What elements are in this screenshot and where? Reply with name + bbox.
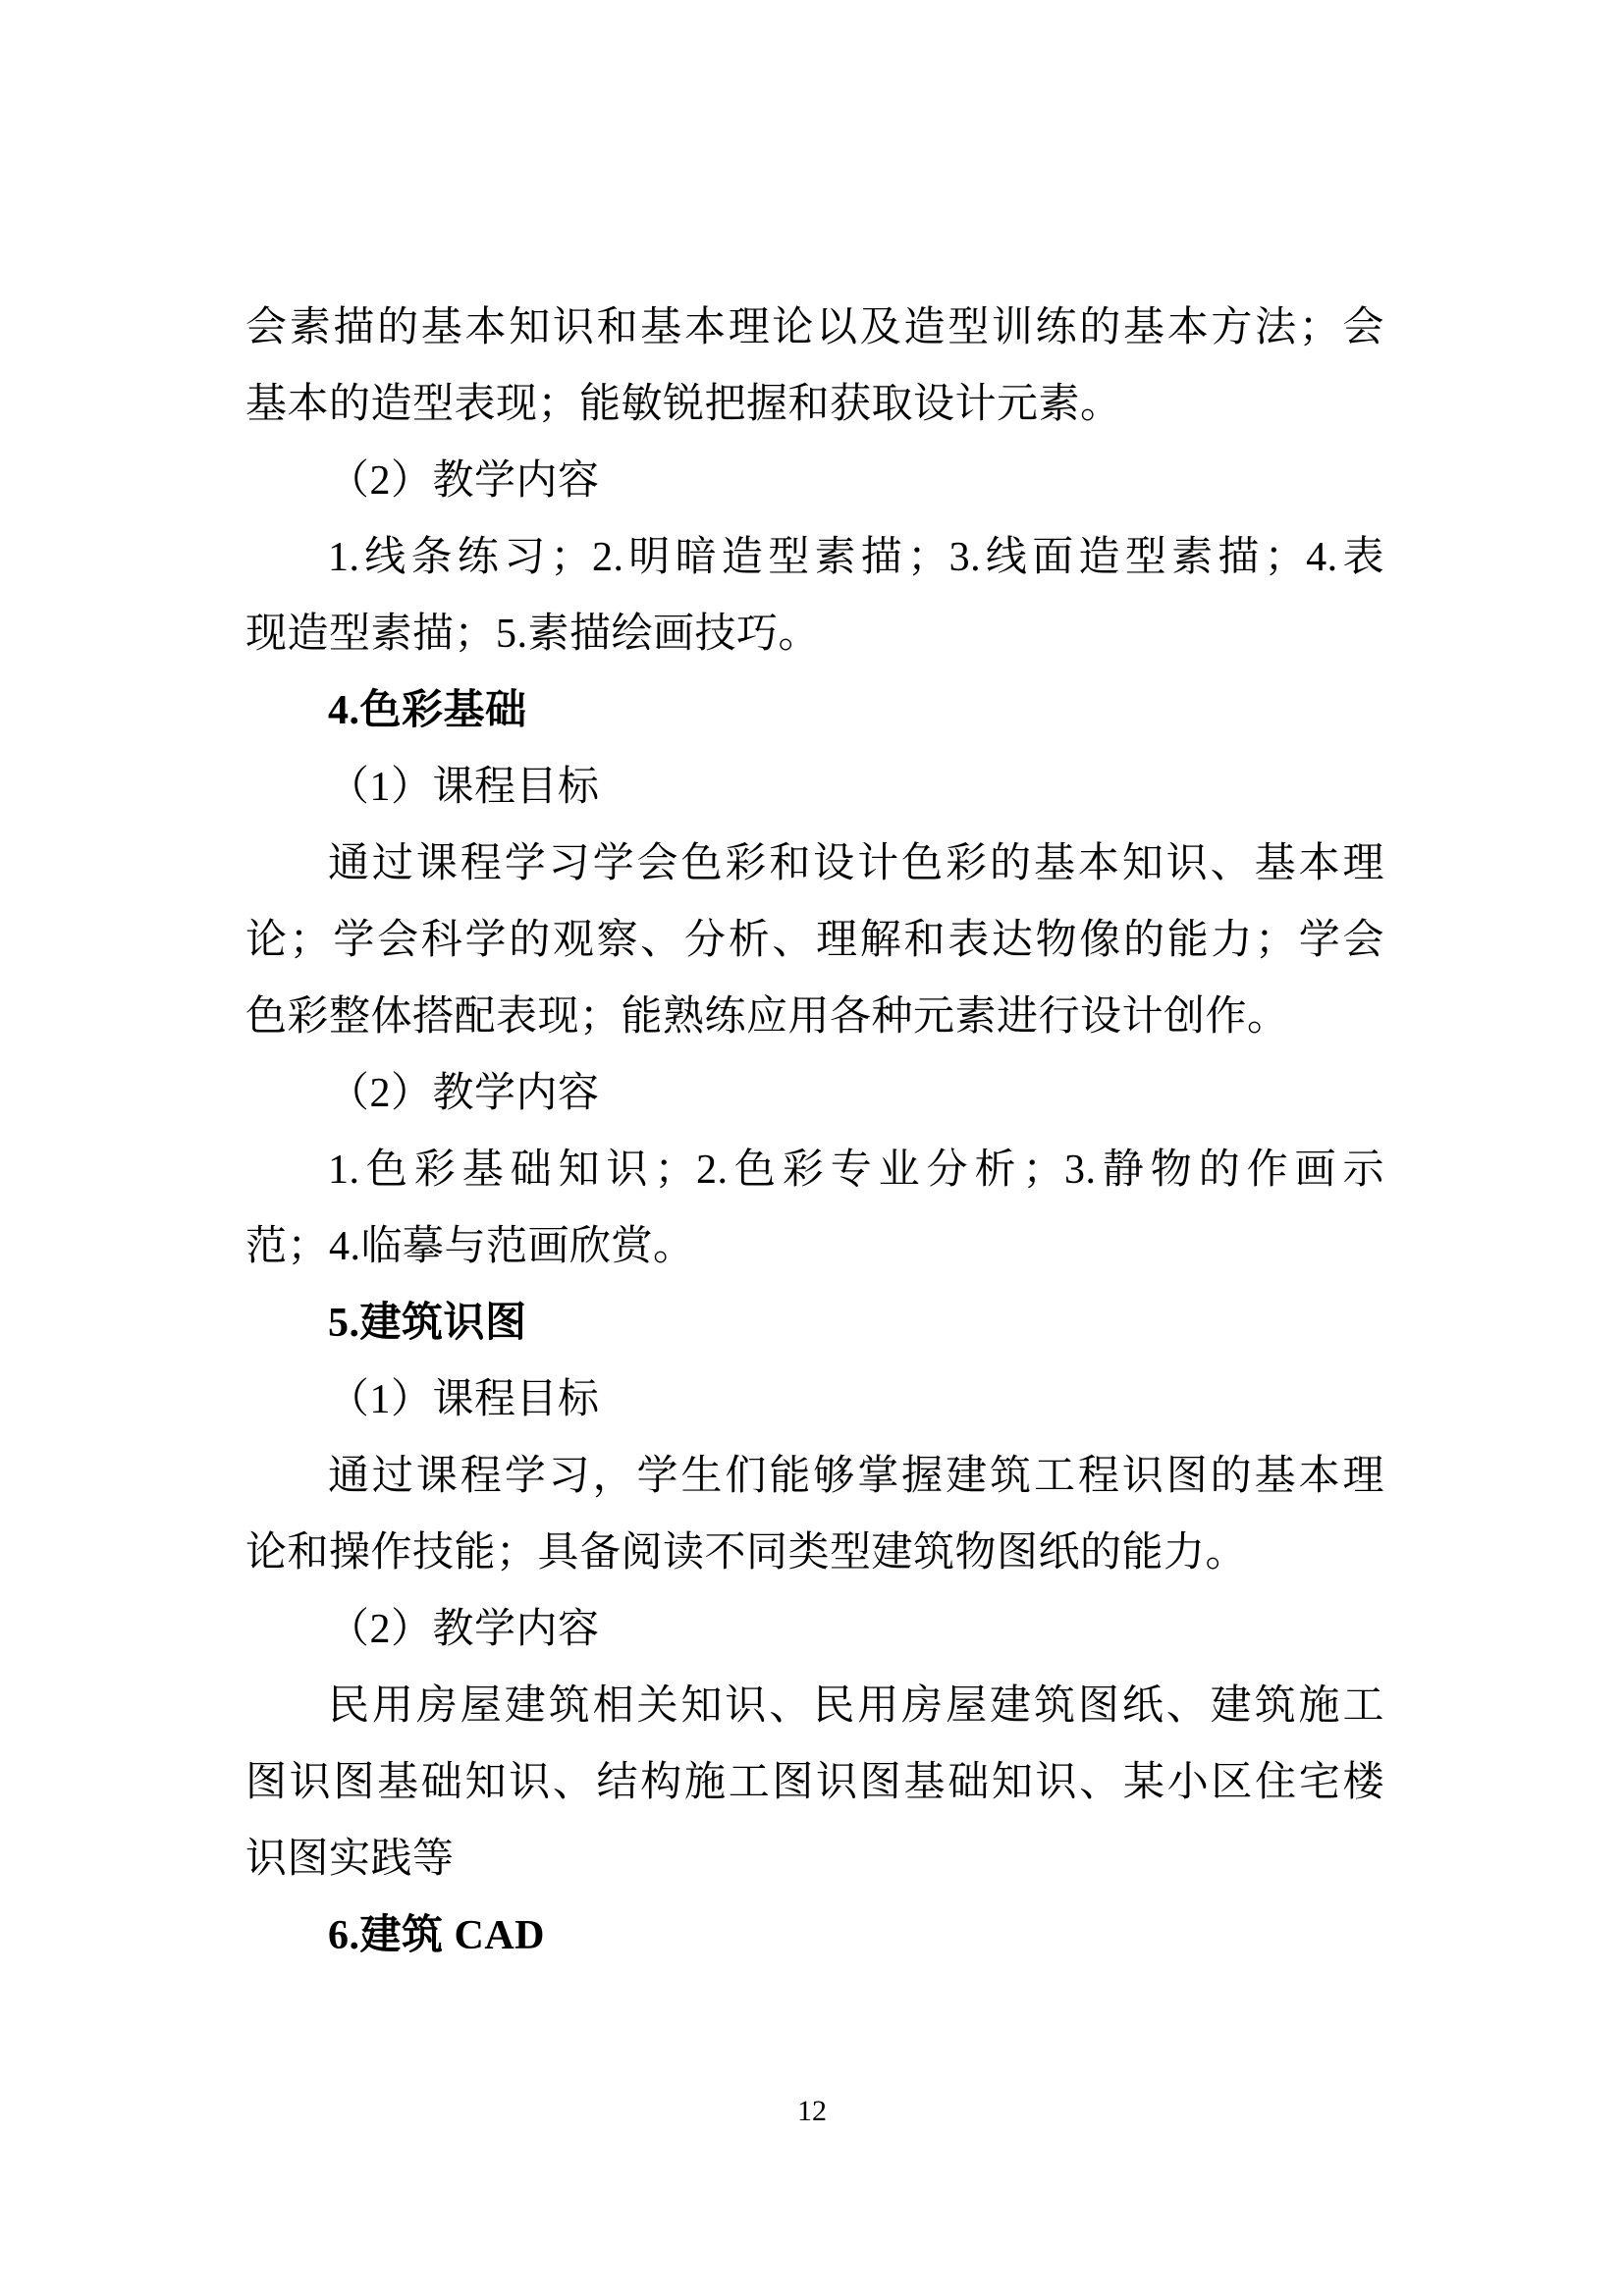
- section-heading: [245, 672, 1384, 749]
- page-number: 12: [797, 2095, 827, 2127]
- text-line: （1）课程目标: [328, 1377, 600, 1422]
- paragraph: [245, 290, 1384, 443]
- text-line: （2）教学内容: [328, 458, 600, 504]
- paragraph: [245, 749, 1384, 826]
- paragraph: [245, 1438, 1384, 1591]
- paragraph: [245, 1668, 1384, 1897]
- text-line: 图识图基础知识、结构施工图识图基础知识、某小区住宅楼: [245, 1760, 1384, 1805]
- text-line: 民用房屋建筑相关知识、民用房屋建筑图纸、建筑施工: [328, 1683, 1384, 1729]
- text-line: 6.建筑 CAD: [328, 1913, 545, 1958]
- section-heading: [245, 1285, 1384, 1362]
- text-line: 通过课程学习，学生们能够掌握建筑工程识图的基本理: [328, 1454, 1384, 1499]
- text-line: 1.色彩基础知识；2.色彩专业分析；3.静物的作画示: [328, 1148, 1384, 1193]
- text-line: 色彩整体搭配表现；能熟练应用各种元素进行设计创作。: [245, 994, 1289, 1040]
- text-line: 4.色彩基础: [328, 688, 527, 733]
- paragraph: [245, 1055, 1384, 1132]
- text-line: （1）课程目标: [328, 765, 600, 810]
- text-line: 论；学会科学的观察、分析、理解和表达物像的能力；学会: [245, 918, 1384, 963]
- paragraph: [245, 1591, 1384, 1668]
- text-line: 5.建筑识图: [328, 1301, 527, 1346]
- text-line: 通过课程学习学会色彩和设计色彩的基本知识、基本理: [328, 841, 1384, 886]
- document-body: [245, 290, 1384, 1974]
- text-line: 识图实践等: [245, 1837, 455, 1882]
- paragraph: [245, 1362, 1384, 1438]
- paragraph: [245, 1132, 1384, 1285]
- text-line: 基本的造型表现；能敏锐把握和获取设计元素。: [245, 382, 1122, 427]
- text-line: 论和操作技能；具备阅读不同类型建筑物图纸的能力。: [245, 1530, 1248, 1575]
- text-line: （2）教学内容: [328, 1071, 600, 1116]
- text-line: 现造型素描；5.素描绘画技巧。: [245, 612, 821, 657]
- text-line: 范；4.临摹与范画欣赏。: [245, 1224, 695, 1269]
- paragraph: [245, 826, 1384, 1055]
- text-line: 1.线条练习；2.明暗造型素描；3.线面造型素描；4.表: [328, 535, 1384, 580]
- paragraph: [245, 443, 1384, 519]
- section-heading: [245, 1897, 1384, 1974]
- text-line: 会素描的基本知识和基本理论以及造型训练的基本方法；会: [245, 305, 1384, 350]
- text-line: （2）教学内容: [328, 1607, 600, 1652]
- page-footer: [0, 2095, 1624, 2128]
- paragraph: [245, 519, 1384, 672]
